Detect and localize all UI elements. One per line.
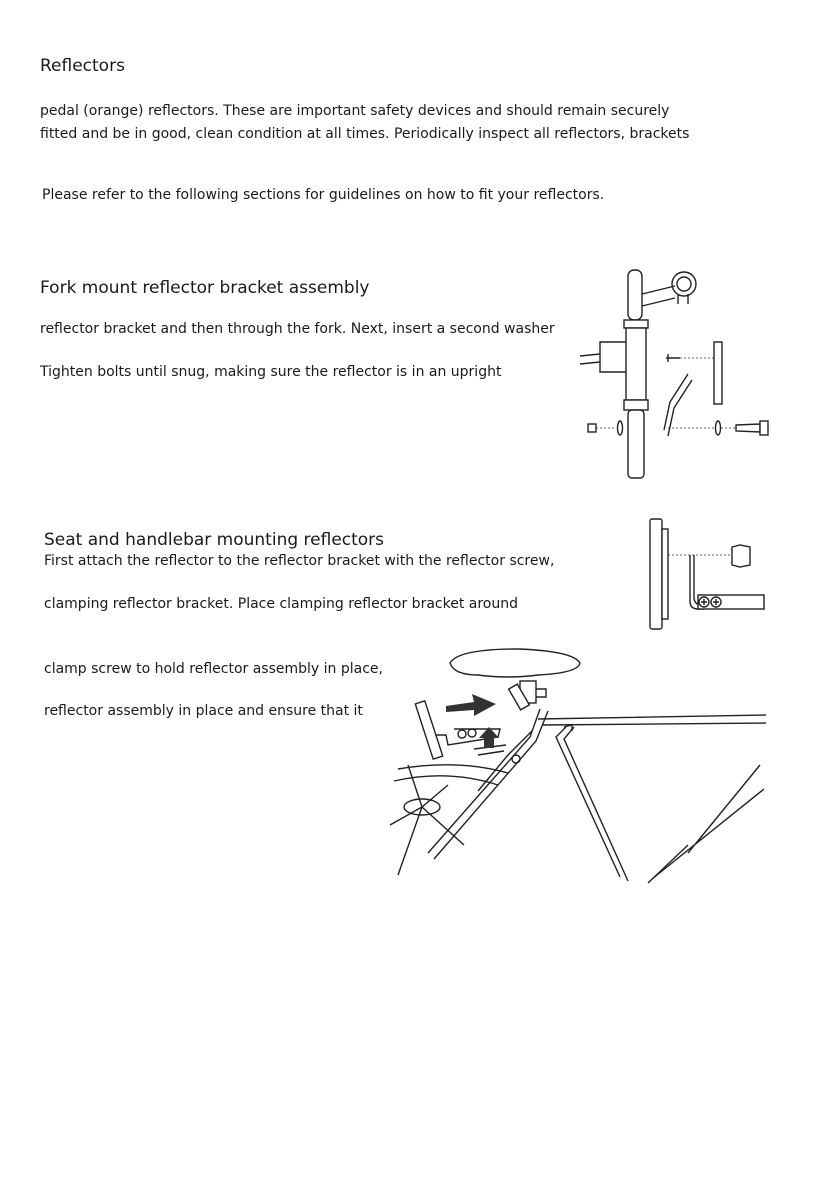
section-title-reflectors: Reflectors — [40, 56, 125, 76]
fork-reflector-diagram — [580, 262, 780, 484]
reflectors-paragraph-line-2: fitted and be in good, clean condition at all times. Periodically inspect all reflectors, brackets — [40, 126, 690, 142]
fork-mount-text-line-1: reflector bracket and then through the fork. Next, insert a second washer — [40, 321, 555, 337]
bracket-reflector-diagram — [644, 515, 770, 633]
arrow-up-icon — [478, 726, 500, 750]
seat-handlebar-text-line-2: clamping reflector bracket. Place clamping reflector bracket around — [44, 596, 518, 612]
fork-mount-text-line-2: Tighten bolts until snug, making sure the reflector is in an upright — [40, 364, 502, 380]
reflectors-guidelines-text: Please refer to the following sections for guidelines on how to fit your reflectors. — [42, 187, 605, 203]
seat-handlebar-text-line-1: First attach the reflector to the reflector bracket with the reflector screw, — [44, 553, 555, 569]
fork-mount-heading: Fork mount reflector bracket assembly — [40, 278, 370, 298]
seat-handlebar-text-line-3: clamp screw to hold reflector assembly in place, — [44, 661, 383, 677]
seat-handlebar-heading: Seat and handlebar mounting reflectors — [44, 530, 385, 550]
bicycle-seat-reflector-diagram — [388, 645, 768, 885]
reflectors-paragraph-line-1: pedal (orange) reflectors. These are important safety devices and should remain securely — [40, 103, 670, 119]
arrow-right-icon — [444, 692, 498, 720]
seat-handlebar-text-line-4: reflector assembly in place and ensure that it — [44, 703, 363, 719]
